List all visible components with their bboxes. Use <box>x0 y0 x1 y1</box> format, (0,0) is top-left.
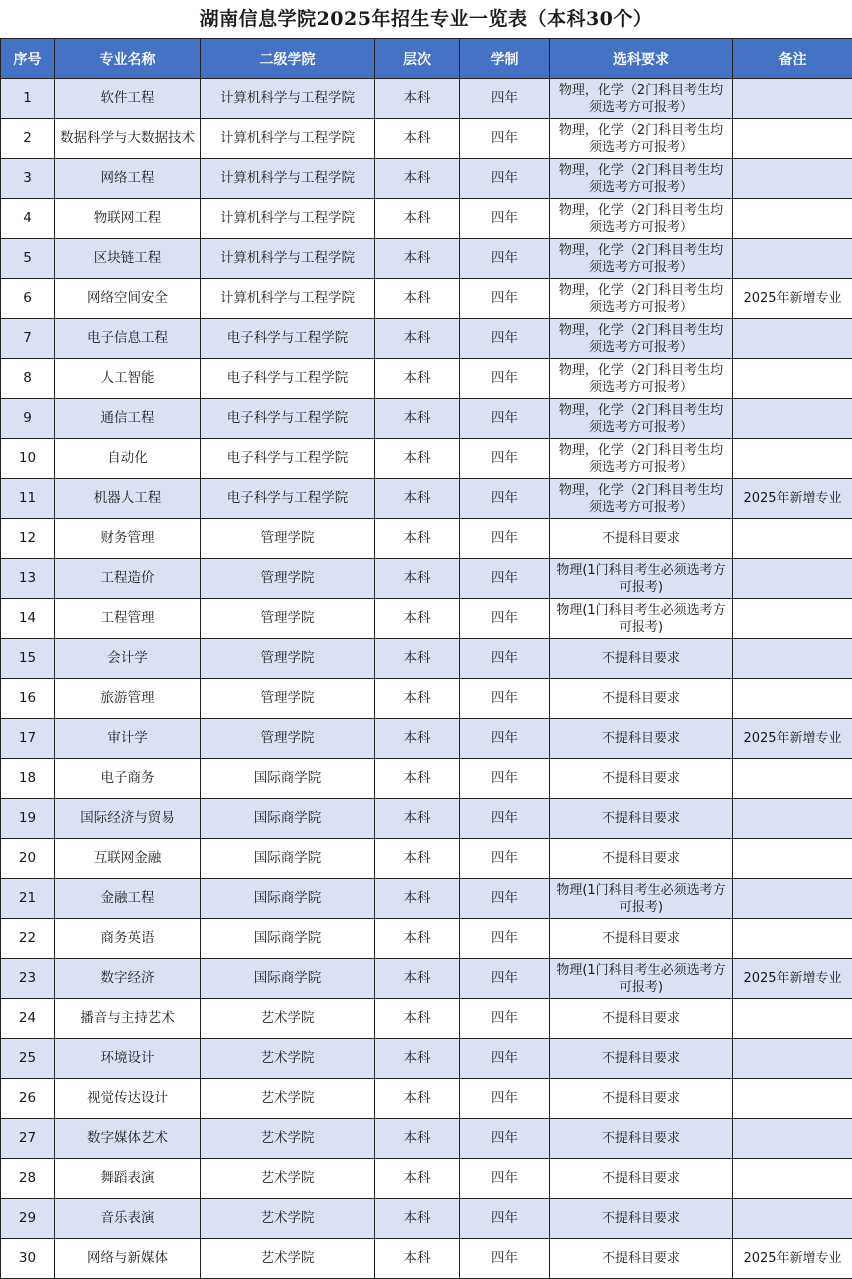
table-row <box>1 1239 852 1279</box>
cell-years: 四年 <box>460 399 550 439</box>
cell-no: 28 <box>1 1159 55 1199</box>
cell-no: 1 <box>1 79 55 119</box>
cell-requirement: 物理，化学（2门科目考生均须选考方可报考） <box>550 439 733 479</box>
cell-requirement: 不提科目要求 <box>550 1119 733 1159</box>
cell-requirement: 不提科目要求 <box>550 639 733 679</box>
table-row <box>1 1199 852 1239</box>
cell-years: 四年 <box>460 599 550 639</box>
cell-level: 本科 <box>375 1039 460 1079</box>
cell-requirement: 不提科目要求 <box>550 999 733 1039</box>
cell-requirement: 物理，化学（2门科目考生均须选考方可报考） <box>550 279 733 319</box>
cell-note <box>733 199 852 239</box>
cell-major: 区块链工程 <box>55 239 201 279</box>
cell-major: 通信工程 <box>55 399 201 439</box>
table-row <box>1 559 852 599</box>
cell-major: 旅游管理 <box>55 679 201 719</box>
cell-years: 四年 <box>460 759 550 799</box>
cell-college: 艺术学院 <box>201 1199 375 1239</box>
table-row <box>1 519 852 559</box>
cell-note <box>733 359 852 399</box>
cell-requirement: 物理(1门科目考生必须选考方可报考) <box>550 559 733 599</box>
cell-college: 国际商学院 <box>201 919 375 959</box>
cell-years: 四年 <box>460 799 550 839</box>
cell-no: 14 <box>1 599 55 639</box>
cell-requirement: 物理，化学（2门科目考生均须选考方可报考） <box>550 79 733 119</box>
cell-requirement: 物理(1门科目考生必须选考方可报考) <box>550 959 733 999</box>
cell-requirement: 不提科目要求 <box>550 839 733 879</box>
cell-college: 管理学院 <box>201 559 375 599</box>
cell-no: 9 <box>1 399 55 439</box>
table-row <box>1 199 852 239</box>
cell-college: 电子科学与工程学院 <box>201 399 375 439</box>
cell-years: 四年 <box>460 999 550 1039</box>
cell-level: 本科 <box>375 719 460 759</box>
cell-college: 计算机科学与工程学院 <box>201 279 375 319</box>
cell-years: 四年 <box>460 679 550 719</box>
table-row <box>1 999 852 1039</box>
cell-major: 电子商务 <box>55 759 201 799</box>
cell-note <box>733 999 852 1039</box>
cell-no: 19 <box>1 799 55 839</box>
cell-major: 网络与新媒体 <box>55 1239 201 1279</box>
cell-requirement: 物理(1门科目考生必须选考方可报考) <box>550 879 733 919</box>
cell-note: 2025年新增专业 <box>733 479 852 519</box>
cell-level: 本科 <box>375 359 460 399</box>
table-row <box>1 879 852 919</box>
header-row <box>1 39 852 79</box>
cell-level: 本科 <box>375 1239 460 1279</box>
cell-level: 本科 <box>375 919 460 959</box>
cell-college: 艺术学院 <box>201 1159 375 1199</box>
cell-years: 四年 <box>460 1039 550 1079</box>
cell-level: 本科 <box>375 479 460 519</box>
cell-years: 四年 <box>460 199 550 239</box>
cell-note <box>733 879 852 919</box>
cell-requirement: 不提科目要求 <box>550 1159 733 1199</box>
cell-no: 20 <box>1 839 55 879</box>
cell-note <box>733 799 852 839</box>
cell-college: 艺术学院 <box>201 1039 375 1079</box>
cell-level: 本科 <box>375 639 460 679</box>
table-row <box>1 1119 852 1159</box>
cell-level: 本科 <box>375 519 460 559</box>
cell-level: 本科 <box>375 959 460 999</box>
cell-years: 四年 <box>460 439 550 479</box>
cell-years: 四年 <box>460 239 550 279</box>
table-row <box>1 759 852 799</box>
cell-major: 工程造价 <box>55 559 201 599</box>
cell-note <box>733 759 852 799</box>
cell-years: 四年 <box>460 559 550 599</box>
cell-college: 计算机科学与工程学院 <box>201 79 375 119</box>
cell-level: 本科 <box>375 559 460 599</box>
cell-no: 22 <box>1 919 55 959</box>
cell-major: 工程管理 <box>55 599 201 639</box>
cell-note: 2025年新增专业 <box>733 1239 852 1279</box>
majors-table <box>0 38 852 1279</box>
cell-note: 2025年新增专业 <box>733 279 852 319</box>
header-cell-level: 层次 <box>375 39 460 79</box>
cell-no: 18 <box>1 759 55 799</box>
cell-years: 四年 <box>460 359 550 399</box>
cell-college: 国际商学院 <box>201 839 375 879</box>
cell-level: 本科 <box>375 279 460 319</box>
cell-no: 29 <box>1 1199 55 1239</box>
cell-note <box>733 119 852 159</box>
cell-no: 4 <box>1 199 55 239</box>
cell-college: 艺术学院 <box>201 999 375 1039</box>
table-body <box>1 79 852 1279</box>
cell-requirement: 不提科目要求 <box>550 919 733 959</box>
cell-no: 25 <box>1 1039 55 1079</box>
cell-no: 7 <box>1 319 55 359</box>
cell-note <box>733 1199 852 1239</box>
cell-years: 四年 <box>460 959 550 999</box>
table-row <box>1 1159 852 1199</box>
table-row <box>1 359 852 399</box>
table-row <box>1 919 852 959</box>
cell-years: 四年 <box>460 79 550 119</box>
table-row <box>1 839 852 879</box>
cell-note <box>733 79 852 119</box>
cell-note <box>733 519 852 559</box>
cell-level: 本科 <box>375 799 460 839</box>
header-cell-college: 二级学院 <box>201 39 375 79</box>
cell-requirement: 物理，化学（2门科目考生均须选考方可报考） <box>550 119 733 159</box>
cell-no: 2 <box>1 119 55 159</box>
cell-college: 国际商学院 <box>201 799 375 839</box>
cell-note <box>733 1039 852 1079</box>
header-cell-major: 专业名称 <box>55 39 201 79</box>
cell-requirement: 不提科目要求 <box>550 1199 733 1239</box>
cell-years: 四年 <box>460 1079 550 1119</box>
cell-no: 13 <box>1 559 55 599</box>
cell-years: 四年 <box>460 519 550 559</box>
table-header <box>1 39 852 79</box>
cell-major: 网络空间安全 <box>55 279 201 319</box>
cell-level: 本科 <box>375 199 460 239</box>
cell-requirement: 物理，化学（2门科目考生均须选考方可报考） <box>550 199 733 239</box>
cell-major: 舞蹈表演 <box>55 1159 201 1199</box>
cell-requirement: 不提科目要求 <box>550 799 733 839</box>
cell-level: 本科 <box>375 679 460 719</box>
table-row <box>1 799 852 839</box>
cell-college: 电子科学与工程学院 <box>201 479 375 519</box>
cell-no: 10 <box>1 439 55 479</box>
table-row <box>1 479 852 519</box>
cell-no: 15 <box>1 639 55 679</box>
cell-major: 数字经济 <box>55 959 201 999</box>
cell-no: 17 <box>1 719 55 759</box>
cell-requirement: 不提科目要求 <box>550 679 733 719</box>
cell-years: 四年 <box>460 1199 550 1239</box>
cell-note: 2025年新增专业 <box>733 719 852 759</box>
cell-years: 四年 <box>460 119 550 159</box>
cell-requirement: 物理，化学（2门科目考生均须选考方可报考） <box>550 399 733 439</box>
cell-no: 5 <box>1 239 55 279</box>
cell-note <box>733 1119 852 1159</box>
cell-no: 8 <box>1 359 55 399</box>
cell-college: 管理学院 <box>201 599 375 639</box>
cell-level: 本科 <box>375 399 460 439</box>
cell-level: 本科 <box>375 879 460 919</box>
cell-major: 环境设计 <box>55 1039 201 1079</box>
cell-college: 计算机科学与工程学院 <box>201 119 375 159</box>
cell-note <box>733 1079 852 1119</box>
cell-level: 本科 <box>375 839 460 879</box>
cell-note <box>733 679 852 719</box>
cell-no: 6 <box>1 279 55 319</box>
cell-level: 本科 <box>375 1199 460 1239</box>
cell-years: 四年 <box>460 639 550 679</box>
cell-note <box>733 839 852 879</box>
cell-requirement: 物理，化学（2门科目考生均须选考方可报考） <box>550 319 733 359</box>
cell-requirement: 不提科目要求 <box>550 1239 733 1279</box>
cell-major: 物联网工程 <box>55 199 201 239</box>
cell-no: 16 <box>1 679 55 719</box>
cell-note <box>733 319 852 359</box>
cell-note <box>733 559 852 599</box>
cell-note <box>733 919 852 959</box>
cell-college: 管理学院 <box>201 679 375 719</box>
table-row <box>1 239 852 279</box>
cell-college: 艺术学院 <box>201 1079 375 1119</box>
cell-note <box>733 239 852 279</box>
cell-no: 11 <box>1 479 55 519</box>
cell-major: 国际经济与贸易 <box>55 799 201 839</box>
cell-major: 音乐表演 <box>55 1199 201 1239</box>
cell-level: 本科 <box>375 79 460 119</box>
header-cell-requirement: 选科要求 <box>550 39 733 79</box>
cell-note <box>733 399 852 439</box>
cell-college: 计算机科学与工程学院 <box>201 199 375 239</box>
cell-level: 本科 <box>375 439 460 479</box>
cell-level: 本科 <box>375 599 460 639</box>
cell-college: 管理学院 <box>201 719 375 759</box>
page-title: 湖南信息学院2025年招生专业一览表（本科30个） <box>199 8 653 30</box>
table-row <box>1 1079 852 1119</box>
cell-major: 播音与主持艺术 <box>55 999 201 1039</box>
table-row <box>1 399 852 439</box>
cell-note: 2025年新增专业 <box>733 959 852 999</box>
cell-level: 本科 <box>375 159 460 199</box>
cell-no: 3 <box>1 159 55 199</box>
cell-requirement: 物理，化学（2门科目考生均须选考方可报考） <box>550 239 733 279</box>
table-row <box>1 679 852 719</box>
cell-requirement: 物理，化学（2门科目考生均须选考方可报考） <box>550 479 733 519</box>
cell-requirement: 物理，化学（2门科目考生均须选考方可报考） <box>550 359 733 399</box>
cell-college: 计算机科学与工程学院 <box>201 239 375 279</box>
cell-college: 电子科学与工程学院 <box>201 319 375 359</box>
cell-note <box>733 639 852 679</box>
cell-level: 本科 <box>375 1119 460 1159</box>
table-row <box>1 159 852 199</box>
cell-college: 国际商学院 <box>201 759 375 799</box>
table-row <box>1 719 852 759</box>
cell-no: 30 <box>1 1239 55 1279</box>
header-cell-note: 备注 <box>733 39 852 79</box>
cell-note <box>733 1159 852 1199</box>
cell-requirement: 不提科目要求 <box>550 1039 733 1079</box>
cell-major: 机器人工程 <box>55 479 201 519</box>
cell-years: 四年 <box>460 919 550 959</box>
cell-level: 本科 <box>375 999 460 1039</box>
cell-level: 本科 <box>375 239 460 279</box>
cell-major: 电子信息工程 <box>55 319 201 359</box>
cell-college: 管理学院 <box>201 519 375 559</box>
table-row <box>1 439 852 479</box>
cell-years: 四年 <box>460 1239 550 1279</box>
cell-requirement: 不提科目要求 <box>550 1079 733 1119</box>
cell-major: 自动化 <box>55 439 201 479</box>
cell-no: 24 <box>1 999 55 1039</box>
cell-requirement: 物理(1门科目考生必须选考方可报考) <box>550 599 733 639</box>
cell-major: 网络工程 <box>55 159 201 199</box>
cell-no: 27 <box>1 1119 55 1159</box>
cell-no: 23 <box>1 959 55 999</box>
cell-college: 管理学院 <box>201 639 375 679</box>
cell-years: 四年 <box>460 839 550 879</box>
cell-years: 四年 <box>460 279 550 319</box>
cell-major: 财务管理 <box>55 519 201 559</box>
table-row <box>1 639 852 679</box>
cell-requirement: 不提科目要求 <box>550 519 733 559</box>
header-cell-years: 学制 <box>460 39 550 79</box>
cell-years: 四年 <box>460 1159 550 1199</box>
cell-requirement: 物理，化学（2门科目考生均须选考方可报考） <box>550 159 733 199</box>
table-row <box>1 599 852 639</box>
cell-college: 国际商学院 <box>201 959 375 999</box>
cell-level: 本科 <box>375 319 460 359</box>
cell-no: 21 <box>1 879 55 919</box>
cell-level: 本科 <box>375 119 460 159</box>
cell-major: 金融工程 <box>55 879 201 919</box>
cell-requirement: 不提科目要求 <box>550 719 733 759</box>
cell-years: 四年 <box>460 159 550 199</box>
cell-no: 26 <box>1 1079 55 1119</box>
cell-level: 本科 <box>375 759 460 799</box>
cell-major: 软件工程 <box>55 79 201 119</box>
cell-level: 本科 <box>375 1159 460 1199</box>
cell-note <box>733 599 852 639</box>
cell-note <box>733 159 852 199</box>
cell-major: 视觉传达设计 <box>55 1079 201 1119</box>
cell-years: 四年 <box>460 1119 550 1159</box>
cell-major: 数字媒体艺术 <box>55 1119 201 1159</box>
cell-note <box>733 439 852 479</box>
table-row <box>1 1039 852 1079</box>
cell-major: 数据科学与大数据技术 <box>55 119 201 159</box>
cell-major: 人工智能 <box>55 359 201 399</box>
cell-major: 审计学 <box>55 719 201 759</box>
cell-years: 四年 <box>460 719 550 759</box>
cell-college: 艺术学院 <box>201 1119 375 1159</box>
cell-college: 艺术学院 <box>201 1239 375 1279</box>
cell-years: 四年 <box>460 319 550 359</box>
cell-major: 商务英语 <box>55 919 201 959</box>
cell-years: 四年 <box>460 879 550 919</box>
header-cell-no: 序号 <box>1 39 55 79</box>
cell-major: 互联网金融 <box>55 839 201 879</box>
table-row <box>1 119 852 159</box>
table-row <box>1 79 852 119</box>
cell-college: 电子科学与工程学院 <box>201 439 375 479</box>
cell-college: 国际商学院 <box>201 879 375 919</box>
cell-college: 电子科学与工程学院 <box>201 359 375 399</box>
table-row <box>1 279 852 319</box>
cell-requirement: 不提科目要求 <box>550 759 733 799</box>
cell-level: 本科 <box>375 1079 460 1119</box>
cell-college: 计算机科学与工程学院 <box>201 159 375 199</box>
table-row <box>1 319 852 359</box>
table-row <box>1 959 852 999</box>
cell-years: 四年 <box>460 479 550 519</box>
cell-major: 会计学 <box>55 639 201 679</box>
cell-no: 12 <box>1 519 55 559</box>
